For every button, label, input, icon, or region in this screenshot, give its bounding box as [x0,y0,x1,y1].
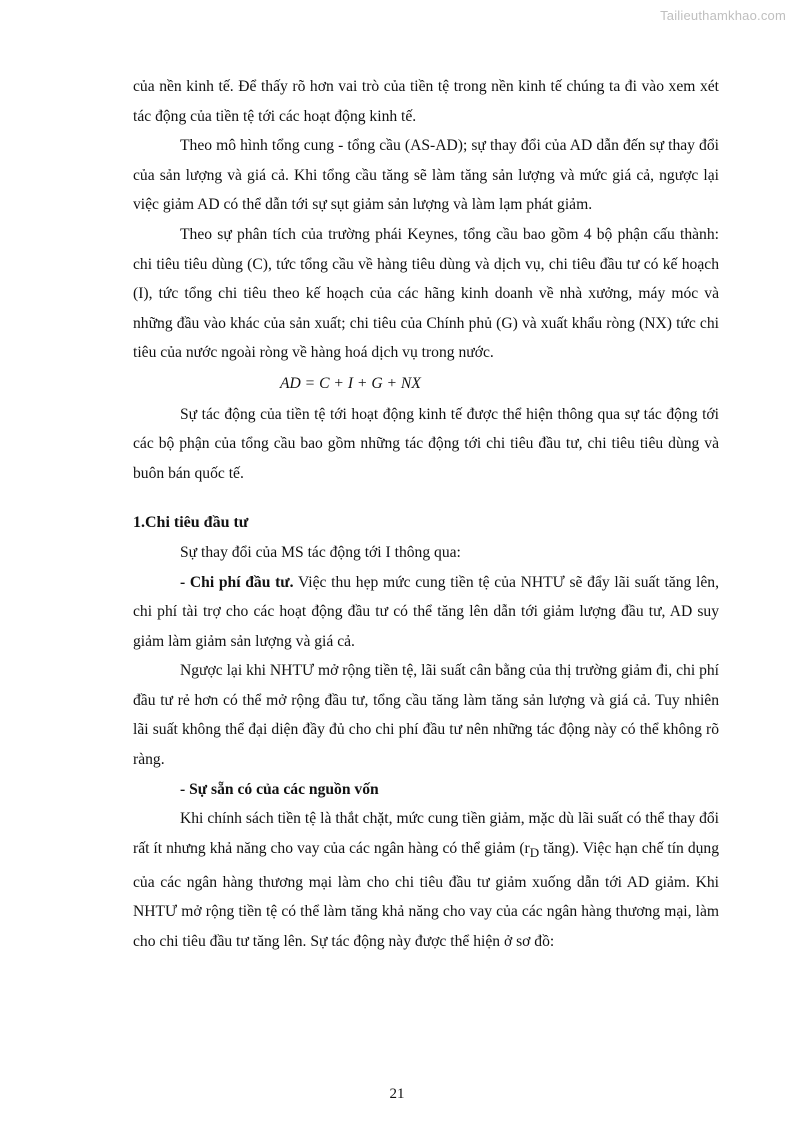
paragraph-expansion: Ngược lại khi NHTƯ mở rộng tiền tệ, lãi suất cân bằng của thị trường giảm đi, chi phí đầu tư rẻ hơn có thể mở rộng đầu tư, tổng cầu tăng làm tăng sản lượng và giá cả. Tuy nhiên lãi suất không thể đại diện đầy đủ cho chi phí đầu tư nên những tác động này có thể không rõ ràng. [133,662,719,769]
tight-policy-text-a: Khi chính sách tiền tệ là thắt chặt, mức cung tiền giảm, mặc dù lãi suất có thể thay đổi rất ít nhưng khả năng cho vay của các ngân hàng có thể giảm (r [133,810,719,857]
paragraph-keynes: Theo sự phân tích của trường phái Keynes, tổng cầu bao gồm 4 bộ phận cấu thành: chi tiêu tiêu dùng (C), tức tổng cầu về hàng tiêu dùng và dịch vụ, chi tiêu đầu tư có kế hoạch (I), tức tổng chi tiêu theo kế hoạch của các hãng kinh doanh về nhà xưởng, máy móc và những đầu vào khác của sản xuất; chi tiêu của Chính phủ (G) và xuất khẩu ròng (NX) tức chi tiêu của nước ngoài ròng về hàng hoá dịch vụ trong nước. [133,225,719,362]
formula-ad: AD = C + I + G + NX [280,374,421,392]
investment-cost-text: Việc thu hẹp mức cung tiền tệ của NHTƯ sẽ đẩy lãi suất tăng lên, chi phí tài trợ cho các hoạt động đầu tư có thể tăng lên dẫn tới giảm lượng đầu tư, AD suy giảm làm giảm sản lượng và giá cả. [133,573,719,650]
paragraph-ms-i: Sự thay đổi của MS tác động tới I thông qua: [180,543,461,561]
subscript-d: D [529,844,540,860]
page-number: 21 [389,1086,405,1102]
section-heading-investment: 1.Chi tiêu đầu tư [133,514,249,532]
paragraph-investment-cost [133,568,719,657]
watermark: Tailieuthamkhao.com [660,8,786,23]
bullet-capital-availability: - Sự sẵn có của các nguồn vốn [180,780,379,798]
bullet-investment-cost: - Chi phí đầu tư. [180,573,294,591]
tight-policy-text-b: tăng). Việc hạn chế tín dụng của các ngân hàng thương mại làm cho chi tiêu đầu tư giảm xuống dẫn tới AD giảm. Khi NHTƯ mở rộng tiền tệ có thể làm tăng khả năng cho vay của các ngân hàng thương mại, làm cho chi tiêu đầu tư tăng lên. Sự tác động này được thể hiện ở sơ đồ: [133,839,720,950]
paragraph-tight-policy [133,804,719,956]
paragraph-intro: của nền kinh tế. Để thấy rõ hơn vai trò của tiền tệ trong nền kinh tế chúng ta đi vào xem xét tác động của tiền tệ tới các hoạt động kinh tế. [133,78,719,125]
paragraph-as-ad: Theo mô hình tổng cung - tổng cầu (AS-AD); sự thay đổi của AD dẫn đến sự thay đổi của sản lượng và giá cả. Khi tổng cầu tăng sẽ làm tăng sản lượng và mức giá cả, ngược lại việc giảm AD có thể dẫn tới sự sụt giảm sản lượng và làm lạm phát giảm. [133,137,719,214]
page-body [133,72,719,956]
paragraph-impact: Sự tác động của tiền tệ tới hoạt động kinh tế được thể hiện thông qua sự tác động tới các bộ phận của tổng cầu bao gồm những tác động tới chi tiêu đầu tư, chi tiêu tiêu dùng và buôn bán quốc tế. [133,405,719,482]
